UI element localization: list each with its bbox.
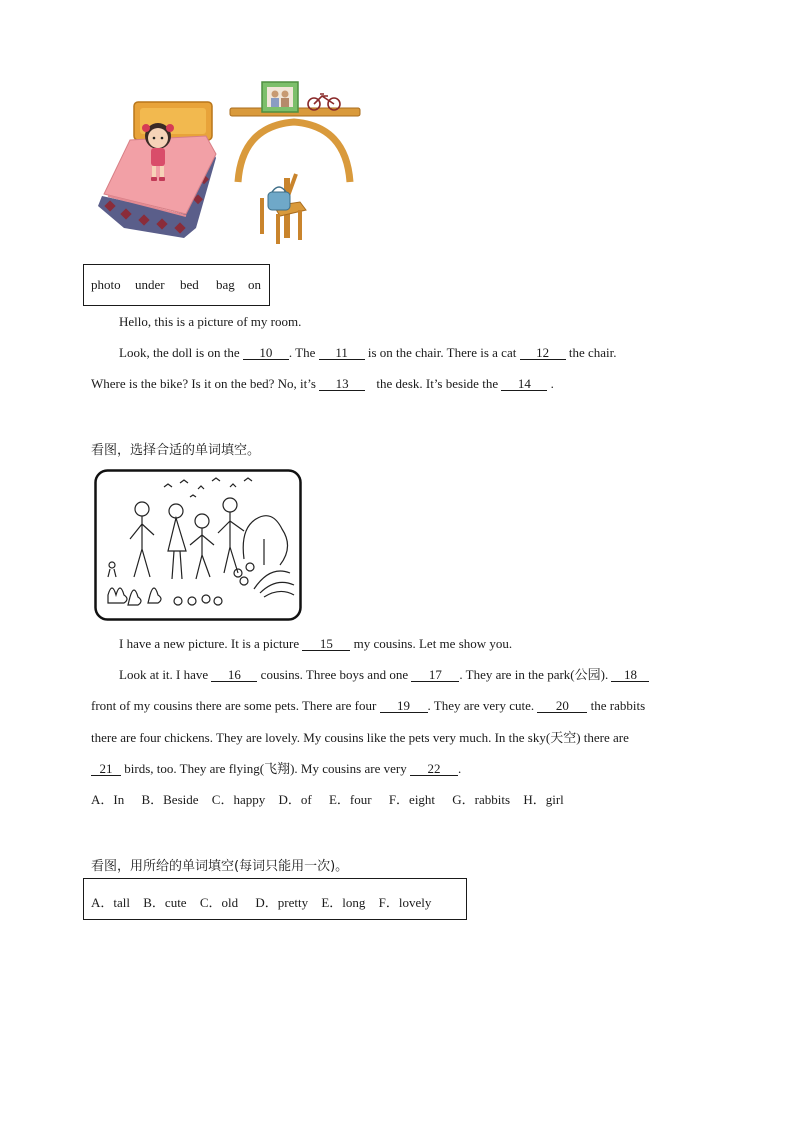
- passage2-line3: front of my cousins there are some pets. There are four 19 . They are very cute. 20 the rabbits: [91, 698, 646, 713]
- word-bank-item: photo: [91, 277, 121, 292]
- passage2-line5: 21 birds, too. They are flying(飞翔). My cousins are very 22 .: [91, 761, 461, 777]
- option-item: H．girl: [523, 792, 564, 807]
- passage1-intro: Hello, this is a picture of my room.: [119, 314, 302, 329]
- park-illustration: [94, 469, 302, 621]
- answer-blank[interactable]: 19: [380, 699, 428, 713]
- option-item: C．old: [199, 895, 239, 910]
- option-item: E．long: [321, 895, 366, 910]
- option-item: A．tall: [91, 895, 130, 910]
- word-bank-box: [83, 878, 467, 920]
- answer-blank[interactable]: 13: [319, 377, 365, 391]
- options-row: [91, 892, 431, 911]
- answer-blank[interactable]: 20: [537, 699, 587, 713]
- word-bank-item: under: [135, 277, 165, 292]
- word-bank-item: bag: [216, 277, 235, 292]
- answer-blank[interactable]: 16: [211, 668, 257, 682]
- answer-blank[interactable]: 14: [501, 377, 547, 391]
- answer-blank[interactable]: 15: [302, 637, 350, 651]
- answer-blank[interactable]: 21: [91, 762, 121, 776]
- option-item: D．pretty: [255, 895, 309, 910]
- option-item: E．four: [328, 792, 372, 807]
- section3-heading: 看图，用所给的单词填空(每词只能用一次)。: [91, 859, 349, 874]
- passage1-line2: Where is the bike? Is it on the bed? No, it’s 13 the desk. It’s beside the 14 .: [91, 376, 554, 391]
- option-item: G．rabbits: [452, 792, 511, 807]
- bedroom-illustration: [88, 78, 368, 248]
- option-item: B．cute: [143, 895, 187, 910]
- answer-blank[interactable]: 11: [319, 346, 365, 360]
- chair-figure: [260, 173, 306, 244]
- answer-blank[interactable]: 10: [243, 346, 289, 360]
- option-item: D．of: [278, 792, 312, 807]
- option-item: B．Beside: [141, 792, 199, 807]
- option-item: F．lovely: [378, 895, 432, 910]
- passage2-line1: I have a new picture. It is a picture 15 my cousins. Let me show you.: [119, 636, 513, 651]
- answer-blank[interactable]: 17: [411, 668, 459, 682]
- passage1-line1: Look, the doll is on the 10 . The 11 is on the chair. There is a cat 12 the chair.: [119, 345, 617, 360]
- passage2-line2: Look at it. I have 16 cousins. Three boys and one 17 . They are in the park(公园). 18: [119, 667, 649, 683]
- passage2-line4: there are four chickens. They are lovely. My cousins like the pets very much. In the sky(天空) there are: [91, 730, 629, 745]
- word-bank-box: [83, 264, 270, 306]
- answer-blank[interactable]: 18: [611, 668, 649, 682]
- word-bank-item: bed: [180, 277, 199, 292]
- option-item: F．eight: [388, 792, 436, 807]
- answer-blank[interactable]: 12: [520, 346, 566, 360]
- answer-blank[interactable]: 22: [410, 762, 458, 776]
- section2-heading: 看图，选择合适的单词填空。: [91, 443, 261, 458]
- options-row: [91, 792, 564, 808]
- word-bank-item: on: [248, 277, 261, 292]
- option-item: C．happy: [211, 792, 266, 807]
- option-item: A．In: [91, 792, 125, 807]
